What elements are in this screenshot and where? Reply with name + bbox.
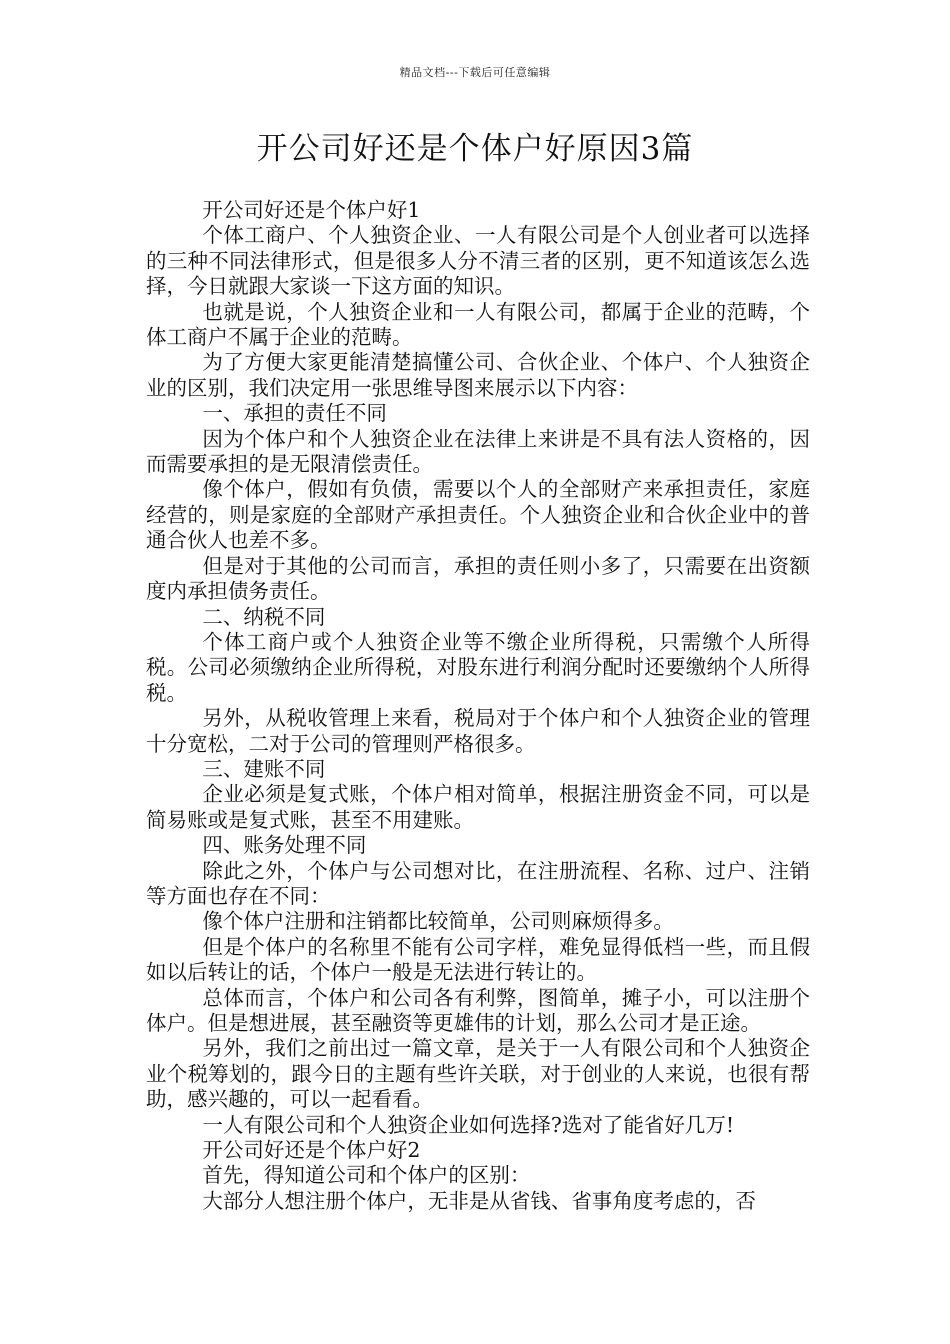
paragraph: 总体而言，个体户和公司各有利弊，图简单，摊子小，可以注册个体户。但是想进展，甚至融资等更雄伟的计划，那么公司才是正途。	[146, 985, 810, 1035]
paragraph: 二、纳税不同	[202, 604, 326, 629]
paragraph: 但是个体户的名称里不能有公司字样，难免显得低档一些，而且假如以后转让的话，个体户一般是无法进行转让的。	[146, 934, 810, 985]
document-body	[146, 198, 810, 1214]
header-note: 精品文档---下载后可任意编辑	[399, 66, 551, 79]
paragraph: 另外，我们之前出过一篇文章，是关于一人有限公司和个人独资企业个税筹划的，跟今日的主题有些许关联，对于创业的人来说，也很有帮助，感兴趣的，可以一起看看。	[146, 1036, 810, 1112]
paragraph: 一人有限公司和个人独资企业如何选择?选对了能省好几万!	[202, 1112, 735, 1137]
paragraph: 也就是说，个人独资企业和一人有限公司，都属于企业的范畴，个体工商户不属于企业的范畴。	[146, 299, 810, 350]
paragraph: 大部分人想注册个体户，无非是从省钱、省事角度考虑的，否	[202, 1188, 756, 1213]
paragraph: 因为个体户和个人独资企业在法律上来讲是不具有法人资格的，因而需要承担的是无限清偿责任。	[146, 426, 810, 477]
paragraph: 企业必须是复式账，个体户相对简单，根据注册资金不同，可以是简易账或是复式账，甚至不用建账。	[146, 782, 810, 832]
paragraph: 首先，得知道公司和个体户的区别：	[202, 1163, 531, 1188]
paragraph: 一、承担的责任不同	[202, 401, 387, 426]
paragraph: 开公司好还是个体户好1	[202, 198, 421, 222]
paragraph: 四、账务处理不同	[202, 833, 367, 858]
paragraph: 像个体户注册和注销都比较简单，公司则麻烦得多。	[202, 909, 674, 934]
document-title: 开公司好还是个体户好原因3篇	[256, 131, 694, 167]
paragraph: 个体工商户、个人独资企业、一人有限公司是个人创业者可以选择的三种不同法律形式，但是很多人分不清三者的区别，更不知道该怎么选择，今日就跟大家谈一下这方面的知识。	[146, 223, 810, 299]
paragraph: 像个体户，假如有负债，需要以个人的全部财产来承担责任，家庭经营的，则是家庭的全部财产承担责任。个人独资企业和合伙企业中的普通合伙人也差不多。	[146, 477, 810, 553]
paragraph: 另外，从税收管理上来看，税局对于个体户和个人独资企业的管理十分宽松，二对于公司的管理则严格很多。	[146, 706, 810, 756]
paragraph: 开公司好还是个体户好2	[202, 1138, 421, 1163]
paragraph: 三、建账不同	[202, 756, 326, 781]
paragraph: 为了方便大家更能清楚搞懂公司、合伙企业、个体户、个人独资企业的区别，我们决定用一张思维导图来展示以下内容：	[146, 350, 810, 400]
paragraph: 除此之外，个体户与公司想对比，在注册流程、名称、过户、注销等方面也存在不同：	[146, 858, 810, 908]
paragraph: 个体工商户或个人独资企业等不缴企业所得税，只需缴个人所得税。公司必须缴纳企业所得税，对股东进行利润分配时还要缴纳个人所得税。	[146, 629, 810, 705]
paragraph: 但是对于其他的公司而言，承担的责任则小多了，只需要在出资额度内承担债务责任。	[146, 553, 810, 604]
